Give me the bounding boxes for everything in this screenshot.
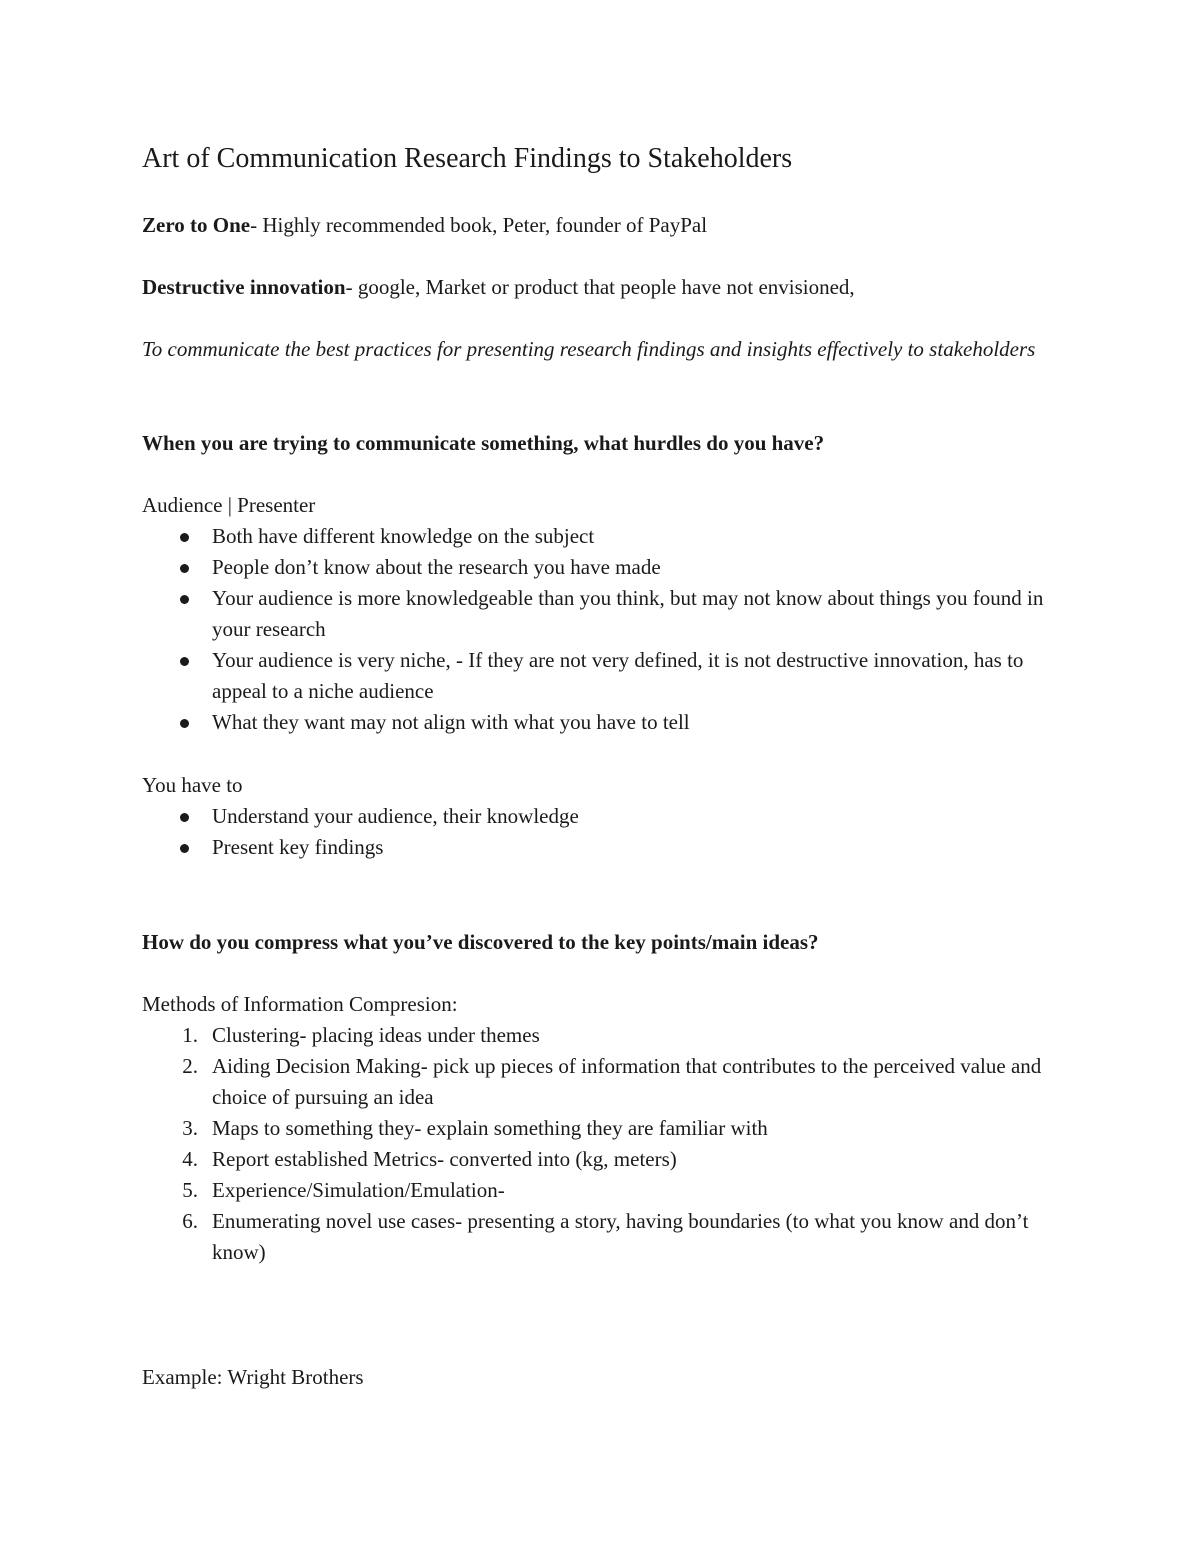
methods-label: Methods of Information Compresion: bbox=[142, 992, 458, 1016]
list-item bbox=[142, 1206, 1062, 1268]
list-item-text: What they want may not align with what you have to tell bbox=[212, 710, 690, 734]
list-number: 6. bbox=[182, 1209, 198, 1233]
list-item-text: Maps to something they- explain something they are familiar with bbox=[212, 1116, 768, 1140]
methods-list bbox=[142, 1020, 1062, 1268]
list-item-text: Clustering- placing ideas under themes bbox=[212, 1023, 540, 1047]
zero-to-one-text: - Highly recommended book, Peter, founder of PayPal bbox=[250, 213, 708, 237]
list-item-text: Enumerating novel use cases- presenting a story, having boundaries (to what you know and don’t know) bbox=[212, 1209, 1029, 1264]
compress-question: How do you compress what you’ve discovered to the key points/main ideas? bbox=[142, 930, 819, 954]
list-number: 3. bbox=[182, 1116, 198, 1140]
list-item-text: Both have different knowledge on the subject bbox=[212, 524, 595, 548]
list-item bbox=[142, 1020, 1062, 1051]
list-item-text: Your audience is more knowledgeable than you think, but may not know about things you found in your research bbox=[212, 586, 1044, 641]
zero-to-one-note bbox=[142, 210, 707, 241]
example-line: Example: Wright Brothers bbox=[142, 1365, 364, 1389]
bullet-icon bbox=[180, 813, 189, 822]
list-number: 2. bbox=[182, 1054, 198, 1078]
bullet-icon bbox=[180, 657, 189, 666]
list-item bbox=[142, 1175, 1062, 1206]
list-item-text: Understand your audience, their knowledge bbox=[212, 804, 579, 828]
list-item-text: Experience/Simulation/Emulation- bbox=[212, 1178, 505, 1202]
list-number: 4. bbox=[182, 1147, 198, 1171]
page-title: Art of Communication Research Findings to Stakeholders bbox=[142, 143, 793, 174]
list-number: 5. bbox=[182, 1178, 198, 1202]
list-item-text: Your audience is very niche, - If they are not very defined, it is not destructive innovation, has to appeal to a niche audience bbox=[212, 648, 1024, 703]
list-item bbox=[142, 1144, 1062, 1175]
list-item bbox=[142, 583, 1062, 645]
bullet-icon bbox=[180, 595, 189, 604]
bullet-icon bbox=[180, 844, 189, 853]
list-item bbox=[142, 707, 1062, 738]
destructive-innovation-note bbox=[142, 272, 855, 303]
zero-to-one-term: Zero to One bbox=[142, 213, 251, 237]
list-item-text: Aiding Decision Making- pick up pieces of information that contributes to the perceived value and choice of pursuing an idea bbox=[212, 1054, 1042, 1109]
audience-label: Audience | Presenter bbox=[142, 493, 316, 517]
list-item-text: People don’t know about the research you have made bbox=[212, 555, 661, 579]
list-number: 1. bbox=[182, 1023, 198, 1047]
list-item bbox=[142, 1113, 1062, 1144]
audience-list bbox=[142, 521, 1062, 738]
list-item-text: Present key findings bbox=[212, 835, 384, 859]
bullet-icon bbox=[180, 719, 189, 728]
list-item bbox=[142, 832, 1062, 863]
list-item bbox=[142, 552, 1062, 583]
list-item bbox=[142, 645, 1062, 707]
hurdles-question: When you are trying to communicate something, what hurdles do you have? bbox=[142, 431, 825, 455]
list-item-text: Report established Metrics- converted into (kg, meters) bbox=[212, 1147, 677, 1171]
bullet-icon bbox=[180, 564, 189, 573]
document-page bbox=[142, 0, 1062, 1553]
you-have-to-label: You have to bbox=[142, 773, 243, 797]
list-item bbox=[142, 1051, 1062, 1113]
destructive-innovation-text: - google, Market or product that people have not envisioned, bbox=[345, 275, 855, 299]
list-item bbox=[142, 801, 1062, 832]
destructive-innovation-term: Destructive innovation bbox=[142, 275, 346, 299]
list-item bbox=[142, 521, 1062, 552]
objective-statement: To communicate the best practices for presenting research findings and insights effectively to stakeholders bbox=[142, 337, 1036, 361]
you-have-to-list bbox=[142, 801, 1062, 863]
bullet-icon bbox=[180, 533, 189, 542]
